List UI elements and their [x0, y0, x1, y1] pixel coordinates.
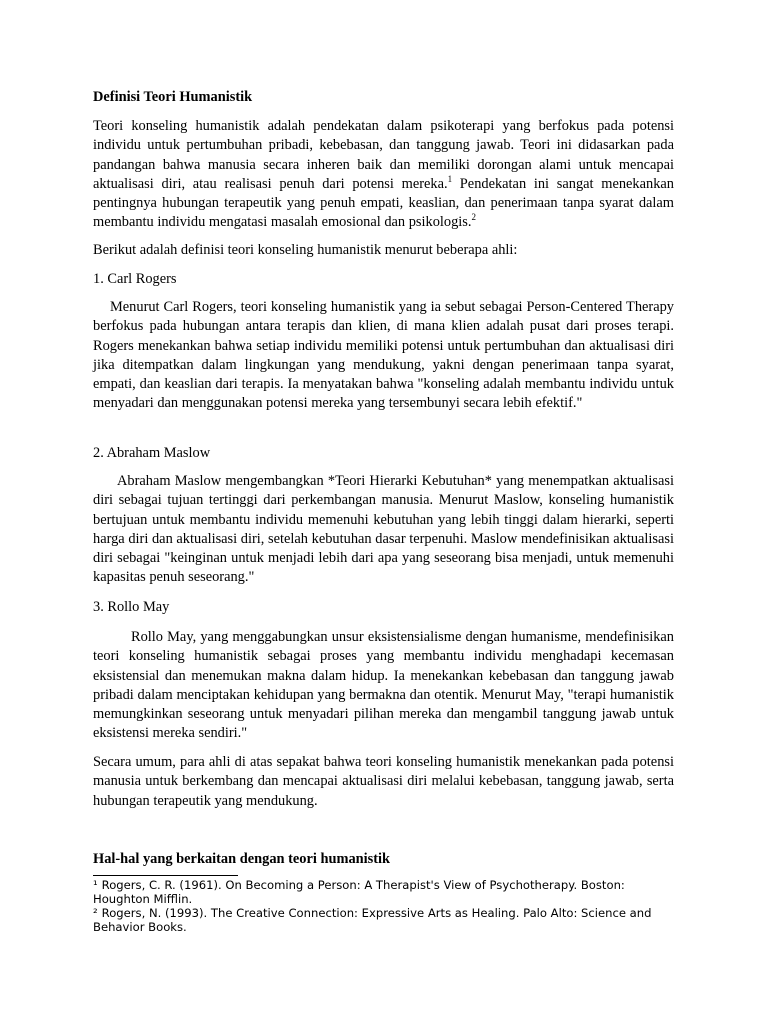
expert-text-maslow: Abraham Maslow mengembangkan *Teori Hierarki Kebutuhan* yang menempatkan aktualisasi diri sebagai tujuan tertinggi dari perkembangan manusia. Menurut Maslow, konseling humanistik bertujuan untuk membantu individu memenuhi kebutuhan yang lebih tinggi dalam hierarki, seperti harga diri dan aktualisasi diri, setelah kebutuhan dasar terpenuhi. Maslow mendefinisikan aktualisasi diri sebagai "keinginan untuk menjadi lebih dari apa yang seseorang bisa menjadi, untuk memenuhi kapasitas penuh seseorang." [93, 473, 674, 586]
footnote-1 [93, 878, 663, 906]
intro-paragraph [93, 117, 674, 233]
footnote-ref-2[interactable]: 2 [471, 212, 476, 223]
expert-text-rogers: Menurut Carl Rogers, teori konseling humanistik yang ia sebut sebagai Person-Centered Therapy berfokus pada hubungan antara terapis dan klien, di mana klien adalah pusat dari proses terapi. Rogers menekankan bahwa setiap individu memiliki potensi untuk pertumbuhan dan aktualisasi diri jika ditempatkan dalam lingkungan yang mendukung, yakni dengan penerimaan tanpa syarat, empati, dan keaslian dari terapis. Ia menyatakan bahwa "konseling adalah membantu individu untuk menyadari dan menggunakan potensi mereka yang tersembunyi secara lebih efektif." [93, 299, 674, 412]
intro-text-part2: Pendekatan ini sangat menekankan pentingnya hubungan terapeutik yang penuh empati, keaslian, dan penerimaan tanpa syarat dalam membantu individu mengatasi masalah emosional dan psikologis. [93, 175, 674, 231]
footnote-2-mark: ² [93, 906, 98, 920]
footnote-ref-1[interactable]: 1 [447, 173, 453, 184]
conclusion-paragraph: Secara umum, para ahli di atas sepakat bahwa teori konseling humanistik menekankan pada potensi manusia untuk berkembang dan mencapai aktualisasi diri melalui kebebasan, tanggung jawab, serta hubungan terapeutik yang mendukung. [93, 754, 674, 809]
footnote-2 [93, 906, 663, 934]
footnote-separator [93, 875, 238, 876]
footnote-1-text: Rogers, C. R. (1961). On Becoming a Person: A Therapist's View of Psychotherapy. Boston: Houghton Mifflin. [93, 878, 625, 906]
intro-text-part1: Teori konseling humanistik adalah pendekatan dalam psikoterapi yang berfokus pada potensi individu untuk pertumbuhan pribadi, kebebasan, dan tanggung jawab. Teori ini didasarkan pada pandangan bahwa manusia secara inheren baik dan memiliki dorongan alami untuk mencapai aktualisasi diri, atau realisasi penuh dari potensi mereka. [93, 118, 674, 192]
section-title-hal-hal: Hal-hal yang berkaitan dengan teori humanistik [93, 851, 391, 867]
document-page [93, 0, 674, 1024]
expert-heading-maslow: 2. Abraham Maslow [93, 445, 211, 461]
expert-text-may: Rollo May, yang menggabungkan unsur eksistensialisme dengan humanisme, mendefinisikan teori konseling humanistik sebagai proses yang membantu individu menghadapi kecemasan eksistensial dan menemukan makna dalam hidup. Ia menekankan kebebasan dan tanggung jawab pribadi dalam menciptakan kehidupan yang bermakna dan otentik. Menurut May, "terapi humanistik memungkinkan seseorang untuk menyadari pilihan mereka dan mengambil tanggung jawab untuk eksistensi mereka sendiri." [93, 629, 674, 742]
lead-paragraph: Berikut adalah definisi teori konseling humanistik menurut beberapa ahli: [93, 242, 518, 258]
footnote-2-text: Rogers, N. (1993). The Creative Connection: Expressive Arts as Healing. Palo Alto: Science and Behavior Books. [93, 906, 652, 934]
footnote-1-mark: ¹ [93, 878, 98, 892]
expert-heading-rogers: 1. Carl Rogers [93, 271, 177, 287]
expert-heading-may: 3. Rollo May [93, 599, 170, 615]
section-title-definisi: Definisi Teori Humanistik [93, 89, 253, 105]
